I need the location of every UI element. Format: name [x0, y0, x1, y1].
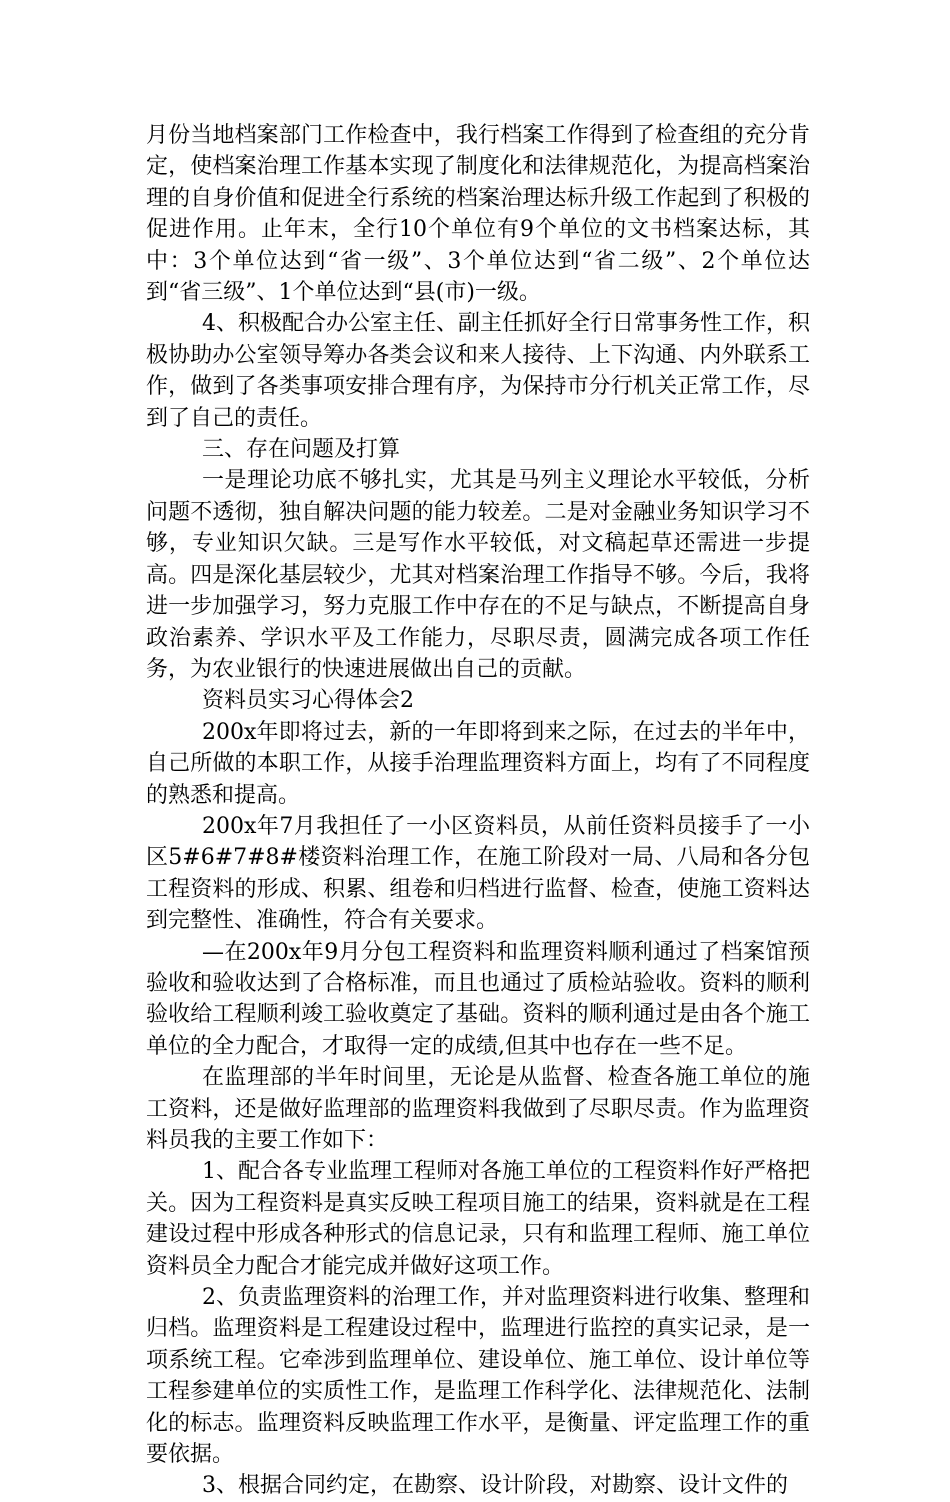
- paragraph-duty-1: 1、配合各专业监理工程师对各施工单位的工程资料作好严格把关。因为工程资料是真实反映工程项目施工的结果，资料就是在工程建设过程中形成各种形式的信息记录，只有和监理工程师、施工单位资料员全力配合才能完成并做好这项工作。: [146, 1159, 810, 1279]
- paragraph-problems: 一是理论功底不够扎实，尤其是马列主义理论水平较低，分析问题不透彻，独自解决问题的能力较差。二是对金融业务知识学习不够，专业知识欠缺。三是写作水平较低，对文稿起草还需进一步提高。四是深化基层较少，尤其对档案治理工作指导不够。今后，我将进一步加强学习，努力克服工作中存在的不足与缺点，不断提高自身政治素养、学识水平及工作能力，尽职尽责，圆满完成各项工作任务，为农业银行的快速进展做出自己的贡献。: [146, 468, 810, 682]
- paragraph-archive-achievement: 月份当地档案部门工作检查中，我行档案工作得到了检查组的充分肯定，使档案治理工作基本实现了制度化和法律规范化，为提高档案治理的自身价值和促进全行系统的档案治理达标升级工作起到了积极的促进作用。止年末，全行10个单位有9个单位的文书档案达标，其中：3个单位达到“省一级”、3个单位达到“省二级”、2个单位达到“省三级”、1个单位达到“县(市)一级。: [146, 123, 810, 306]
- paragraph-year-review: 200x年即将过去，新的一年即将到来之际，在过去的半年中，自己所做的本职工作，从接手治理监理资料方面上，均有了不同程度的熟悉和提高。: [146, 719, 810, 808]
- paragraph-duty-2: 2、负责监理资料的治理工作，并对监理资料进行收集、整理和归档。监理资料是工程建设过程中，监理进行监控的真实记录，是一项系统工程。它牵涉到监理单位、建设单位、施工单位、设计单位等工程参建单位的实质性工作，是监理工作科学化、法律规范化、法制化的标志。监理资料反映监理工作水平，是衡量、评定监理工作的重要依据。: [146, 1285, 810, 1468]
- section-heading-experience-2: 资料员实习心得体会2: [202, 688, 414, 714]
- paragraph-item-4: 4、积极配合办公室主任、副主任抓好全行日常事务性工作，积极协助办公室领导筹办各类会议和来人接待、上下沟通、内外联系工作，做到了各类事项安排合理有序，为保持市分行机关正常工作，尽到了自己的责任。: [146, 311, 810, 431]
- paragraph-duty-3: 3、根据合同约定，在勘察、设计阶段，对勘察、设计文件的: [202, 1473, 788, 1499]
- paragraph-september-acceptance: —在200x年9月分包工程资料和监理资料顺利通过了档案馆预验收和验收达到了合格标准，而且也通过了质检站验收。资料的顺利验收给工程顺利竣工验收奠定了基础。资料的顺利通过是由各个施工单位的全力配合，才取得一定的成绩,但其中也存在一些不足。: [146, 939, 810, 1059]
- section-heading-problems: 三、存在问题及打算: [202, 437, 401, 463]
- paragraph-half-year: 在监理部的半年时间里，无论是从监督、检查各施工单位的施工资料，还是做好监理部的监理资料我做到了尽职尽责。作为监理资料员我的主要工作如下：: [146, 1065, 810, 1153]
- paragraph-july-role: 200x年7月我担任了一小区资料员，从前任资料员接手了一小区5#6#7#8#楼资料治理工作，在施工阶段对一局、八局和各分包工程资料的形成、积累、组卷和归档进行监督、检查，使施工资料达到完整性、准确性，符合有关要求。: [146, 813, 810, 934]
- document-page: [146, 120, 810, 1502]
